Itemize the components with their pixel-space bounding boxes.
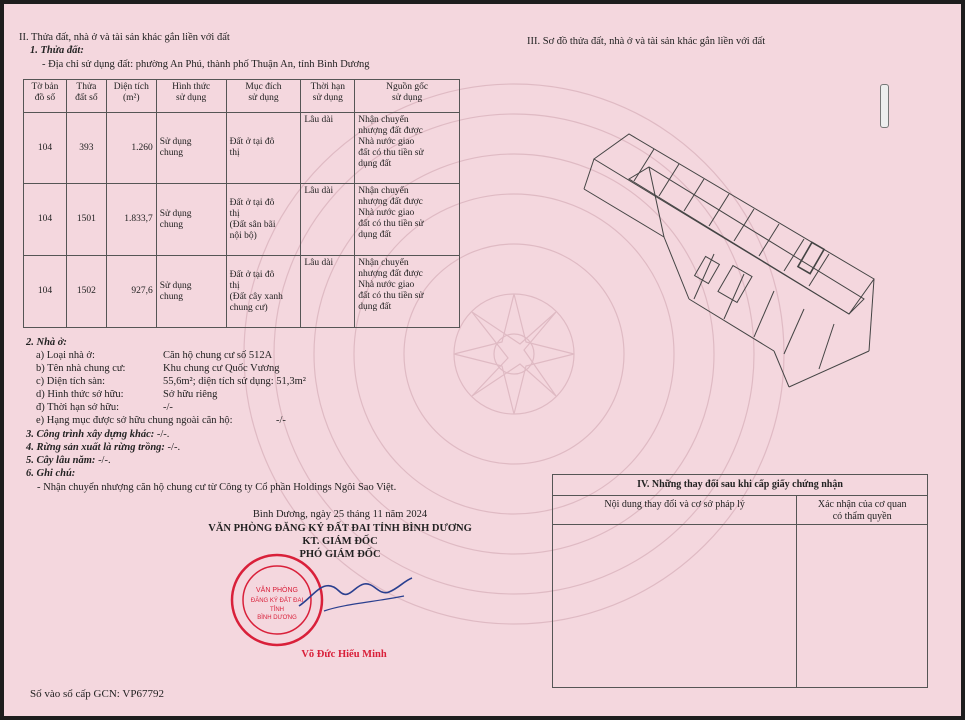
- s4-value: -/-.: [167, 442, 181, 453]
- changes-empty-confirm: [797, 525, 928, 688]
- cell-purpose: Đất ở tại đô thị: [226, 113, 301, 184]
- svg-text:TỈNH: TỈNH: [270, 607, 284, 613]
- cell-term: Lâu dài: [301, 113, 355, 184]
- floor-plan-diagram: [574, 119, 904, 399]
- cell-area: 1.833,7: [106, 184, 156, 256]
- cell-origin: Nhận chuyển nhượng đất được Nhà nước giao đất có thu tiền sử dụng đất: [355, 184, 460, 256]
- changes-col-content: Nội dung thay đổi và cơ sở pháp lý: [553, 496, 797, 525]
- signer-name: Võ Đức Hiếu Minh: [301, 649, 387, 660]
- house-b-value: Khu chung cư Quốc Vương: [163, 363, 280, 374]
- house-a-value: Căn hộ chung cư số 512A: [163, 350, 273, 361]
- s3-value: -/-.: [156, 429, 170, 440]
- registry-number: Số vào sổ cấp GCN: VP67792: [30, 688, 164, 700]
- svg-text:BÌNH DƯƠNG: BÌNH DƯƠNG: [257, 615, 297, 621]
- house-b-label: b) Tên nhà chung cư:: [36, 363, 126, 374]
- table-row: [24, 256, 460, 328]
- cell-purpose: Đất ở tại đô thị (Đất cây xanh chung cư): [226, 256, 301, 328]
- s3-label: 3. Công trình xây dựng khác:: [26, 429, 155, 440]
- land-table-header: [24, 80, 460, 113]
- cell-origin: Nhận chuyển nhượng đất được Nhà nước giao đất có thu tiền sử dụng đất: [355, 113, 460, 184]
- header-origin: Nguồn gốc sử dụng: [355, 80, 460, 113]
- signing-date: Bình Dương, ngày 25 tháng 11 năm 2024: [252, 509, 428, 520]
- header-area: Diện tích (m²): [106, 80, 156, 113]
- cell-purpose: Đất ở tại đô thị (Đất sân bãi nội bộ): [226, 184, 301, 256]
- house-d-label: d) Hình thức sở hữu:: [36, 389, 124, 400]
- cell-map-sheet: 104: [24, 113, 67, 184]
- forest: [26, 442, 180, 454]
- house-d-value: Sở hữu riêng: [163, 389, 218, 400]
- land-address: [42, 59, 370, 71]
- changes-col-confirm: Xác nhận của cơ quan có thẩm quyền: [797, 496, 928, 525]
- cell-use-form: Sử dụng chung: [156, 184, 226, 256]
- kt-director: KT. GIÁM ĐỐC: [302, 536, 378, 547]
- header-purpose: Mục đích sử dụng: [226, 80, 301, 113]
- table-row: [24, 113, 460, 184]
- s5-label: 5. Cây lâu năm:: [26, 455, 96, 466]
- house-dd-label: đ) Thời hạn sở hữu:: [36, 402, 120, 413]
- header-map-sheet: Tờ bản đồ số: [24, 80, 67, 113]
- section2-title: II. Thửa đất, nhà ở và tài sản khác gắn liền với đất: [19, 32, 230, 43]
- address-value: phường An Phú, thành phố Thuận An, tỉnh Bình Dương: [135, 59, 370, 70]
- svg-text:VĂN PHÒNG: VĂN PHÒNG: [255, 587, 299, 594]
- svg-text:ĐĂNG KÝ ĐẤT ĐAI: ĐĂNG KÝ ĐẤT ĐAI: [250, 598, 304, 604]
- note-heading: 6. Ghi chú:: [26, 468, 76, 479]
- issuing-office: VĂN PHÒNG ĐĂNG KÝ ĐẤT ĐAI TỈNH BÌNH DƯƠNG: [208, 523, 472, 534]
- deputy-director: PHÓ GIÁM ĐỐC: [299, 549, 381, 560]
- section4-title: IV. Những thay đổi sau khi cấp giấy chứng nhận: [553, 475, 928, 496]
- cell-parcel: 393: [66, 113, 106, 184]
- house-e-value: -/-: [276, 415, 286, 426]
- cell-parcel: 1502: [66, 256, 106, 328]
- house-heading: 2. Nhà ở:: [26, 337, 67, 348]
- house-dd-value: -/-: [163, 402, 173, 413]
- address-label: - Địa chỉ sử dụng đất:: [42, 59, 134, 70]
- handwritten-signature: [294, 566, 414, 616]
- certificate-page: [4, 4, 961, 716]
- header-parcel: Thửa đất số: [66, 80, 106, 113]
- cell-parcel: 1501: [66, 184, 106, 256]
- house-e-label: e) Hạng mục được sở hữu chung ngoài căn hộ:: [36, 415, 233, 426]
- house-c-value: 55,6m²; diện tích sử dụng: 51,3m²: [163, 376, 306, 387]
- cell-term: Lâu dài: [301, 184, 355, 256]
- perennial-trees: [26, 455, 111, 467]
- cell-origin: Nhận chuyển nhượng đất được Nhà nước giao đất có thu tiền sử dụng đất: [355, 256, 460, 328]
- scrollbar-handle[interactable]: [880, 84, 889, 128]
- cell-term: Lâu dài: [301, 256, 355, 328]
- note-text: - Nhận chuyển nhượng căn hộ chung cư từ Công ty Cổ phần Holdings Ngôi Sao Việt.: [37, 482, 397, 493]
- section3-title: III. Sơ đồ thửa đất, nhà ở và tài sản khác gắn liền với đất: [527, 36, 766, 47]
- land-heading: 1. Thửa đất:: [30, 45, 84, 56]
- house-a-label: a) Loại nhà ở:: [36, 350, 95, 361]
- header-term: Thời hạn sử dụng: [301, 80, 355, 113]
- header-use-form: Hình thức sử dụng: [156, 80, 226, 113]
- s4-label: 4. Rừng sản xuất là rừng trồng:: [26, 442, 165, 453]
- changes-table: [552, 474, 928, 688]
- cell-map-sheet: 104: [24, 184, 67, 256]
- table-row: [24, 184, 460, 256]
- house-c-label: c) Diện tích sàn:: [36, 376, 106, 387]
- cell-map-sheet: 104: [24, 256, 67, 328]
- cell-area: 1.260: [106, 113, 156, 184]
- changes-empty-content: [553, 525, 797, 688]
- land-table: [23, 79, 460, 328]
- cell-area: 927,6: [106, 256, 156, 328]
- cell-use-form: Sử dụng chung: [156, 256, 226, 328]
- s5-value: -/-.: [98, 455, 111, 466]
- cell-use-form: Sử dụng chung: [156, 113, 226, 184]
- other-construction: [26, 429, 169, 441]
